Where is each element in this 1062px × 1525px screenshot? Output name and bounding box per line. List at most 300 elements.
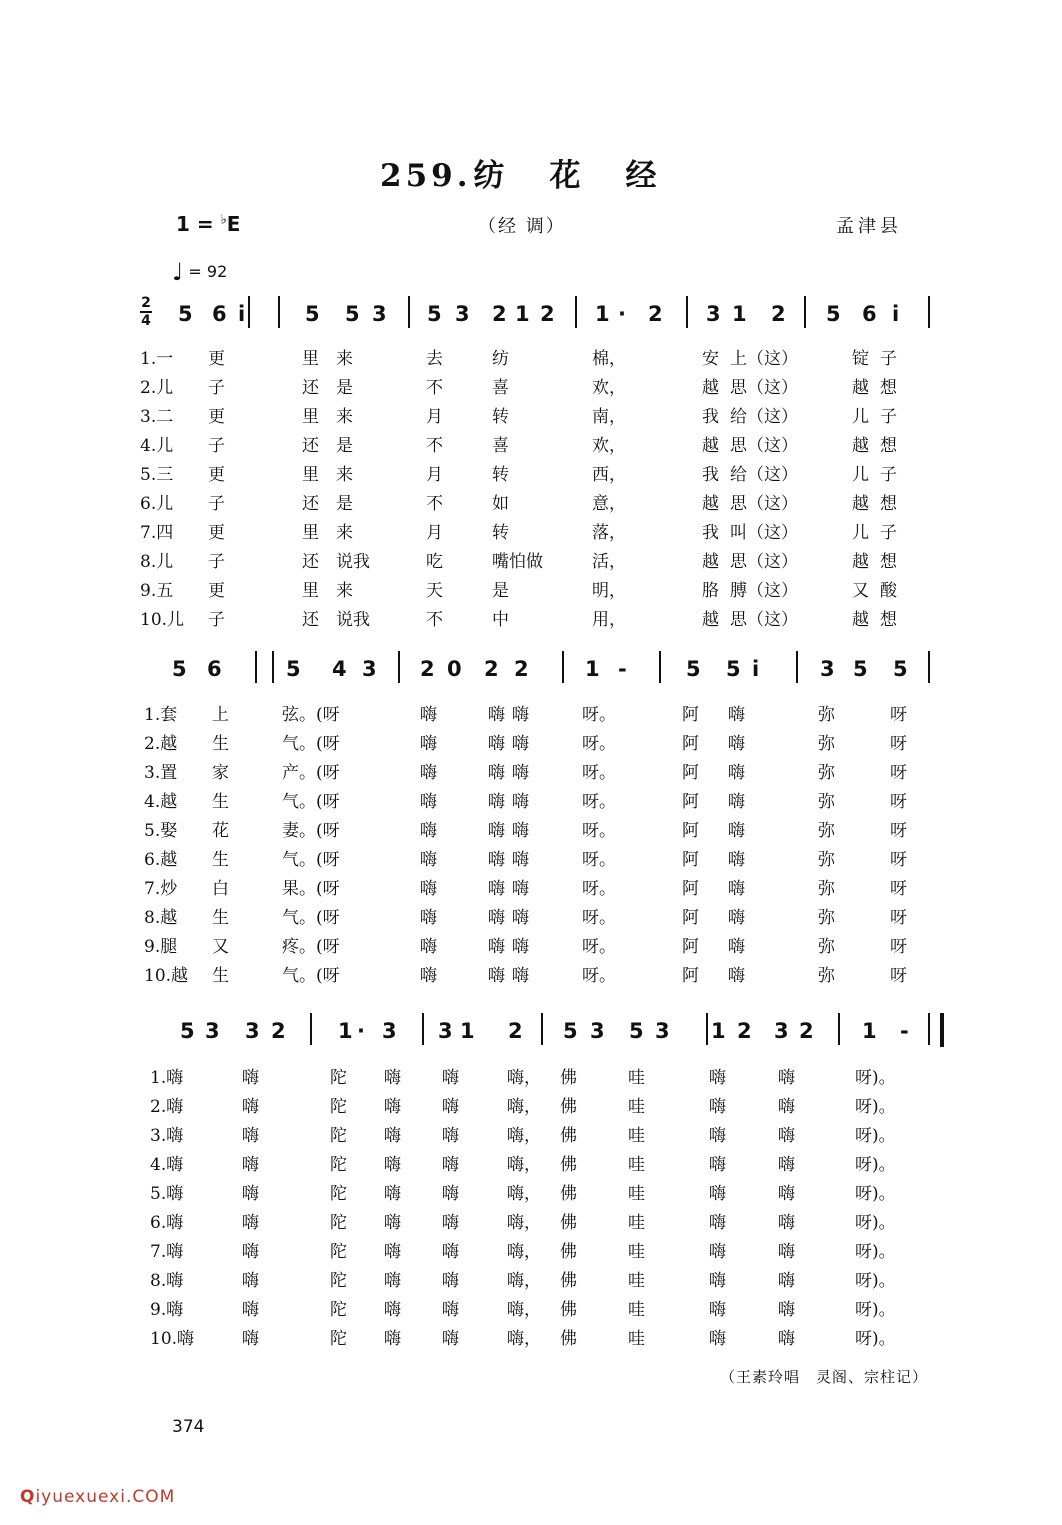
lyric-word: 更 [208, 465, 225, 485]
lyric-word: 呀 [890, 763, 907, 783]
lyric-word: 3.二 [140, 407, 174, 427]
lyric-word: 子 [208, 436, 225, 456]
lyric-word: 呀)。 [855, 1126, 896, 1146]
lyric-word: 呀。 [582, 792, 616, 812]
lyric-word: 说我 [336, 552, 370, 572]
lyric-word: 我 [702, 465, 719, 485]
lyric-word: 嗨， [507, 1068, 541, 1088]
lyric-word: 呀)。 [855, 1213, 896, 1233]
note: 5 [726, 657, 741, 681]
lyric-word: 嗨 [709, 1242, 726, 1262]
lyric-word: 陀 [330, 1300, 347, 1320]
note: 5 [345, 302, 360, 326]
staff-1 [150, 294, 950, 334]
lyric-word: 呀 [890, 908, 907, 928]
lyric-word: 3.嗨 [150, 1126, 184, 1146]
lyric-word: 弥 [818, 850, 835, 870]
lyric-word: 嗨 [778, 1300, 795, 1320]
lyric-word: 10.嗨 [150, 1329, 195, 1349]
lyric-word: 佛 [560, 1300, 577, 1320]
note: 5 [686, 657, 701, 681]
lyric-word: 还 [302, 494, 319, 514]
lyric-word: 9.五 [140, 581, 174, 601]
lyric-word: 弦。(呀 [282, 705, 340, 725]
lyric-word: 嗨 [384, 1213, 401, 1233]
tune-type: （经 调） [478, 216, 566, 237]
lyric-word: 嗨， [507, 1213, 541, 1233]
lyric-word: 月 [426, 407, 443, 427]
note: 3 [205, 1019, 220, 1043]
lyric-word: 嗨 [709, 1097, 726, 1117]
lyric-word: 吃 [426, 552, 443, 572]
verse-line [140, 1092, 940, 1121]
lyric-word: 佛 [560, 1271, 577, 1291]
lyric-word: 酸 [880, 581, 897, 601]
lyric-word: 嗨 [512, 763, 529, 783]
lyric-word: 嗨 [242, 1068, 259, 1088]
note: 3 [372, 302, 387, 326]
lyric-word: 欢， [592, 436, 626, 456]
lyric-word: 越 [852, 494, 869, 514]
lyric-word: 落， [592, 523, 626, 543]
note: 3 [455, 302, 470, 326]
lyric-word: 嗨 [778, 1271, 795, 1291]
lyric-word: 阿 [682, 966, 699, 986]
bar-line [686, 296, 688, 328]
verse-line [140, 845, 940, 874]
site-watermark [20, 1487, 175, 1507]
lyric-word: 给（这） [730, 407, 798, 427]
lyric-word: 生 [212, 850, 229, 870]
note: 2 [799, 1019, 814, 1043]
lyric-word: 越 [852, 436, 869, 456]
lyric-word: 嗨 [242, 1155, 259, 1175]
lyric-word: 嗨 [442, 1213, 459, 1233]
lyric-word: 嗨 [728, 908, 745, 928]
lyric-word: 哇 [628, 1097, 645, 1117]
lyric-word: 陀 [330, 1068, 347, 1088]
lyric-word: 哇 [628, 1184, 645, 1204]
staff-3 [150, 1011, 950, 1051]
lyric-word: 佛 [560, 1097, 577, 1117]
bar-line [398, 651, 400, 683]
lyric-word: 嗨 [488, 937, 505, 957]
lyric-word: 更 [208, 407, 225, 427]
lyric-word: 是 [336, 436, 353, 456]
note: 3 [655, 1019, 670, 1043]
lyric-word: 越 [702, 494, 719, 514]
lyric-word: 呀)。 [855, 1068, 896, 1088]
lyric-word: 呀)。 [855, 1097, 896, 1117]
lyric-word: 呀 [890, 821, 907, 841]
verse-line [140, 576, 940, 605]
note: 0 [447, 657, 462, 681]
lyric-word: 3.置 [144, 763, 178, 783]
lyric-word: 弥 [818, 792, 835, 812]
lyric-word: 还 [302, 378, 319, 398]
note: · [618, 302, 626, 326]
lyric-word: 呀)。 [855, 1300, 896, 1320]
lyric-word: 越 [702, 610, 719, 630]
lyric-word: 2.嗨 [150, 1097, 184, 1117]
lyric-word: 陀 [330, 1242, 347, 1262]
note: 5 [427, 302, 442, 326]
lyric-word: 又 [212, 937, 229, 957]
lyric-word: 嗨 [728, 937, 745, 957]
lyric-word: 嗨 [242, 1329, 259, 1349]
key-prefix: 1 = [176, 212, 221, 236]
lyric-word: 想 [880, 494, 897, 514]
lyric-word: 锭 [852, 349, 869, 369]
lyric-word: 嗨 [384, 1242, 401, 1262]
lyric-word: 哇 [628, 1126, 645, 1146]
lyric-word: 嗨 [709, 1213, 726, 1233]
lyric-word: 花 [212, 821, 229, 841]
lyric-word: 嗨 [242, 1300, 259, 1320]
lyric-word: 嗨， [507, 1242, 541, 1262]
verse-line [140, 758, 940, 787]
lyric-word: 去 [426, 349, 443, 369]
watermark-q: Q [20, 1487, 36, 1507]
lyric-word: 嗨 [512, 792, 529, 812]
lyric-word: 嗨 [778, 1184, 795, 1204]
lyric-word: 生 [212, 792, 229, 812]
lyric-word: 思（这） [730, 552, 798, 572]
key-signature [176, 212, 240, 236]
lyric-word: 5.娶 [144, 821, 178, 841]
lyric-word: 活， [592, 552, 626, 572]
lyric-word: 来 [336, 407, 353, 427]
lyric-word: 弥 [818, 821, 835, 841]
lyric-word: 呀。 [582, 734, 616, 754]
bar-line [796, 651, 798, 683]
lyric-word: 嗨 [512, 734, 529, 754]
song-number: 259. [380, 158, 472, 194]
note: 2 [771, 302, 786, 326]
lyric-word: 棉， [592, 349, 626, 369]
note: 5 [178, 302, 193, 326]
note: 5 [286, 657, 301, 681]
lyric-word: 儿 [852, 465, 869, 485]
lyric-word: 弥 [818, 937, 835, 957]
lyric-word: 呀。 [582, 850, 616, 870]
lyric-word: 嗨， [507, 1097, 541, 1117]
lyric-word: 嗨 [778, 1329, 795, 1349]
key-note: E [226, 212, 241, 236]
tempo-mark [172, 258, 227, 286]
lyric-word: 嘴怕做 [492, 552, 543, 572]
lyric-word: 喜 [492, 436, 509, 456]
lyric-word: 7.嗨 [150, 1242, 184, 1262]
note: 3 [245, 1019, 260, 1043]
lyric-word: 嗨 [242, 1184, 259, 1204]
lyric-word: 呀)。 [855, 1271, 896, 1291]
bar-line [804, 296, 806, 328]
lyric-word: 阿 [682, 792, 699, 812]
lyric-word: 哇 [628, 1213, 645, 1233]
verse-line [140, 402, 940, 431]
lyric-word: 佛 [560, 1329, 577, 1349]
lyric-word: 嗨 [709, 1329, 726, 1349]
lyric-word: 气。(呀 [282, 908, 340, 928]
lyric-word: 嗨 [512, 850, 529, 870]
note: 3 [706, 302, 721, 326]
lyric-word: 哇 [628, 1271, 645, 1291]
lyric-word: 嗨 [442, 1300, 459, 1320]
lyric-word: 嗨 [709, 1184, 726, 1204]
lyric-word: 呀 [890, 879, 907, 899]
lyric-word: 嗨 [488, 850, 505, 870]
lyric-word: 子 [208, 494, 225, 514]
note: 5 [893, 657, 908, 681]
lyric-word: 嗨 [778, 1213, 795, 1233]
lyric-word: 呀。 [582, 966, 616, 986]
lyric-word: 不 [426, 610, 443, 630]
lyric-word: 白 [212, 879, 229, 899]
lyric-word: 佛 [560, 1068, 577, 1088]
note: 1 [460, 1019, 475, 1043]
lyric-word: 呀 [890, 705, 907, 725]
lyric-word: 陀 [330, 1213, 347, 1233]
lyric-word: 果。(呀 [282, 879, 340, 899]
note: 3 [382, 1019, 397, 1043]
lyric-word: 嗨 [778, 1242, 795, 1262]
lyric-word: 6.越 [144, 850, 178, 870]
lyric-word: 4.儿 [140, 436, 174, 456]
lyric-word: 还 [302, 436, 319, 456]
verse-line [140, 1208, 940, 1237]
note: 5 [180, 1019, 195, 1043]
lyric-word: 嗨 [442, 1242, 459, 1262]
lyric-word: 嗨 [384, 1184, 401, 1204]
lyric-word: 更 [208, 349, 225, 369]
lyric-word: 嗨 [778, 1126, 795, 1146]
lyric-word: 嗨 [442, 1097, 459, 1117]
lyric-word: 意， [592, 494, 626, 514]
lyric-word: 月 [426, 465, 443, 485]
lyric-word: 南， [592, 407, 626, 427]
lyric-word: 嗨 [384, 1329, 401, 1349]
verse-line [140, 1150, 940, 1179]
lyric-word: 嗨 [512, 821, 529, 841]
lyric-word: 嗨， [507, 1184, 541, 1204]
bar-line [928, 651, 930, 683]
lyric-word: 呀。 [582, 705, 616, 725]
lyric-word: 儿 [852, 523, 869, 543]
lyric-word: 气。(呀 [282, 966, 340, 986]
lyric-word: 1.套 [144, 705, 178, 725]
bar-line [255, 651, 257, 683]
lyric-word: 呀 [890, 937, 907, 957]
lyric-word: 不 [426, 494, 443, 514]
lyric-word: 气。(呀 [282, 850, 340, 870]
lyric-word: 嗨 [242, 1213, 259, 1233]
lyric-word: 阿 [682, 734, 699, 754]
lyric-word: 6.儿 [140, 494, 174, 514]
lyric-word: 7.四 [140, 523, 174, 543]
note: 1 [338, 1019, 353, 1043]
lyric-word: 嗨 [442, 1329, 459, 1349]
lyric-word: 嗨 [442, 1184, 459, 1204]
lyric-word: 嗨 [488, 879, 505, 899]
lyric-word: 嗨， [507, 1126, 541, 1146]
lyric-word: 陀 [330, 1329, 347, 1349]
lyric-word: 叫（这） [730, 523, 798, 543]
lyric-word: 生 [212, 908, 229, 928]
bar-line [541, 1013, 543, 1045]
lyric-word: 子 [880, 523, 897, 543]
lyric-word: 嗨 [420, 792, 437, 812]
lyric-word: 哇 [628, 1068, 645, 1088]
lyric-word: 嗨 [709, 1155, 726, 1175]
note: 2 [540, 302, 555, 326]
lyric-word: 嗨 [709, 1300, 726, 1320]
bar-line [422, 1013, 424, 1045]
lyric-word: 转 [492, 465, 509, 485]
lyric-word: 嗨 [728, 792, 745, 812]
note: 5 [629, 1019, 644, 1043]
bar-line [310, 1013, 312, 1045]
lyric-word: 还 [302, 610, 319, 630]
verse-line [140, 344, 940, 373]
bar-line [408, 296, 410, 328]
lyric-word: 我 [702, 523, 719, 543]
lyric-word: 嗨 [778, 1155, 795, 1175]
lyric-word: 嗨 [420, 908, 437, 928]
lyric-word: 用， [592, 610, 626, 630]
lyric-word: 嗨 [728, 821, 745, 841]
lyric-word: 呀。 [582, 908, 616, 928]
lyric-word: 弥 [818, 763, 835, 783]
lyric-word: 6.嗨 [150, 1213, 184, 1233]
verse-line [140, 700, 940, 729]
lyric-word: 陀 [330, 1097, 347, 1117]
lyric-word: 生 [212, 966, 229, 986]
bar-line [838, 1013, 840, 1045]
verse-line [140, 373, 940, 402]
note: 3 [590, 1019, 605, 1043]
lyric-word: 呀 [890, 966, 907, 986]
lyric-word: 嗨 [512, 937, 529, 957]
lyric-word: 佛 [560, 1213, 577, 1233]
lyric-word: 里 [302, 407, 319, 427]
verse-line [140, 518, 940, 547]
lyric-word: 转 [492, 523, 509, 543]
lyric-word: 来 [336, 349, 353, 369]
lyric-word: 弥 [818, 734, 835, 754]
note: 5 [305, 302, 320, 326]
lyric-word: 子 [208, 552, 225, 572]
lyric-word: 来 [336, 523, 353, 543]
lyric-word: 呀)。 [855, 1184, 896, 1204]
lyric-word: 2.越 [144, 734, 178, 754]
lyric-word: 子 [208, 610, 225, 630]
verse-line [140, 816, 940, 845]
note: 1 [862, 1019, 877, 1043]
time-sig-bottom: 4 [141, 313, 151, 329]
lyric-word: 来 [336, 465, 353, 485]
note: 1 [585, 657, 600, 681]
lyric-word: 嗨 [488, 763, 505, 783]
note: 4 [332, 657, 347, 681]
lyric-word: 又 [852, 581, 869, 601]
lyric-word: 纺 [492, 349, 509, 369]
lyric-word: 胳 [702, 581, 719, 601]
lyric-word: 嗨 [488, 908, 505, 928]
lyric-word: 疼。(呀 [282, 937, 340, 957]
lyric-word: 不 [426, 378, 443, 398]
lyric-word: 阿 [682, 763, 699, 783]
verse-line [140, 605, 940, 634]
lyric-word: 9.腿 [144, 937, 178, 957]
bar-line [248, 296, 250, 328]
lyric-word: 月 [426, 523, 443, 543]
lyric-word: 嗨 [512, 705, 529, 725]
lyric-word: 嗨 [442, 1155, 459, 1175]
note: 2 [492, 302, 507, 326]
lyric-word: 嗨 [242, 1242, 259, 1262]
bar-line [272, 651, 274, 683]
lyric-word: 嗨 [728, 705, 745, 725]
lyric-word: 嗨 [442, 1271, 459, 1291]
title-char-2: 花 [549, 158, 585, 194]
final-bar-line [940, 1013, 944, 1047]
lyric-word: 嗨 [488, 792, 505, 812]
lyric-word: 呀 [890, 792, 907, 812]
lyric-word: 嗨 [512, 908, 529, 928]
lyric-word: 嗨 [728, 966, 745, 986]
lyric-word: 妻。(呀 [282, 821, 340, 841]
lyric-word: 佛 [560, 1155, 577, 1175]
note: 3 [774, 1019, 789, 1043]
lyric-word: 嗨 [709, 1126, 726, 1146]
lyric-word: 哇 [628, 1242, 645, 1262]
lyric-word: 呀。 [582, 879, 616, 899]
lyric-word: 越 [852, 610, 869, 630]
lyric-word: 弥 [818, 879, 835, 899]
note: 2 [508, 1019, 523, 1043]
lyric-word: 嗨 [420, 705, 437, 725]
note: 6 [862, 302, 877, 326]
note: 3 [438, 1019, 453, 1043]
lyric-word: 阿 [682, 879, 699, 899]
verse-line [140, 932, 940, 961]
lyric-word: 嗨 [384, 1271, 401, 1291]
lyric-word: 阿 [682, 705, 699, 725]
song-title [380, 150, 661, 195]
lyric-word: 给（这） [730, 465, 798, 485]
lyric-word: 8.儿 [140, 552, 174, 572]
lyric-word: 是 [492, 581, 509, 601]
lyric-word: 呀)。 [855, 1329, 896, 1349]
lyric-word: 嗨 [420, 879, 437, 899]
lyric-word: 越 [702, 436, 719, 456]
lyric-word: 西， [592, 465, 626, 485]
lyric-word: 哇 [628, 1329, 645, 1349]
verse-line [140, 874, 940, 903]
lyric-word: 如 [492, 494, 509, 514]
lyric-word: 想 [880, 552, 897, 572]
note: 1 [595, 302, 610, 326]
note: 1 [515, 302, 530, 326]
title-char-1: 纺 [473, 158, 509, 194]
note: 2 [737, 1019, 752, 1043]
lyric-word: 嗨 [728, 850, 745, 870]
lyric-word: 思（这） [730, 378, 798, 398]
lyric-word: 气。(呀 [282, 792, 340, 812]
lyric-word: 嗨 [728, 763, 745, 783]
lyric-word: 是 [336, 378, 353, 398]
